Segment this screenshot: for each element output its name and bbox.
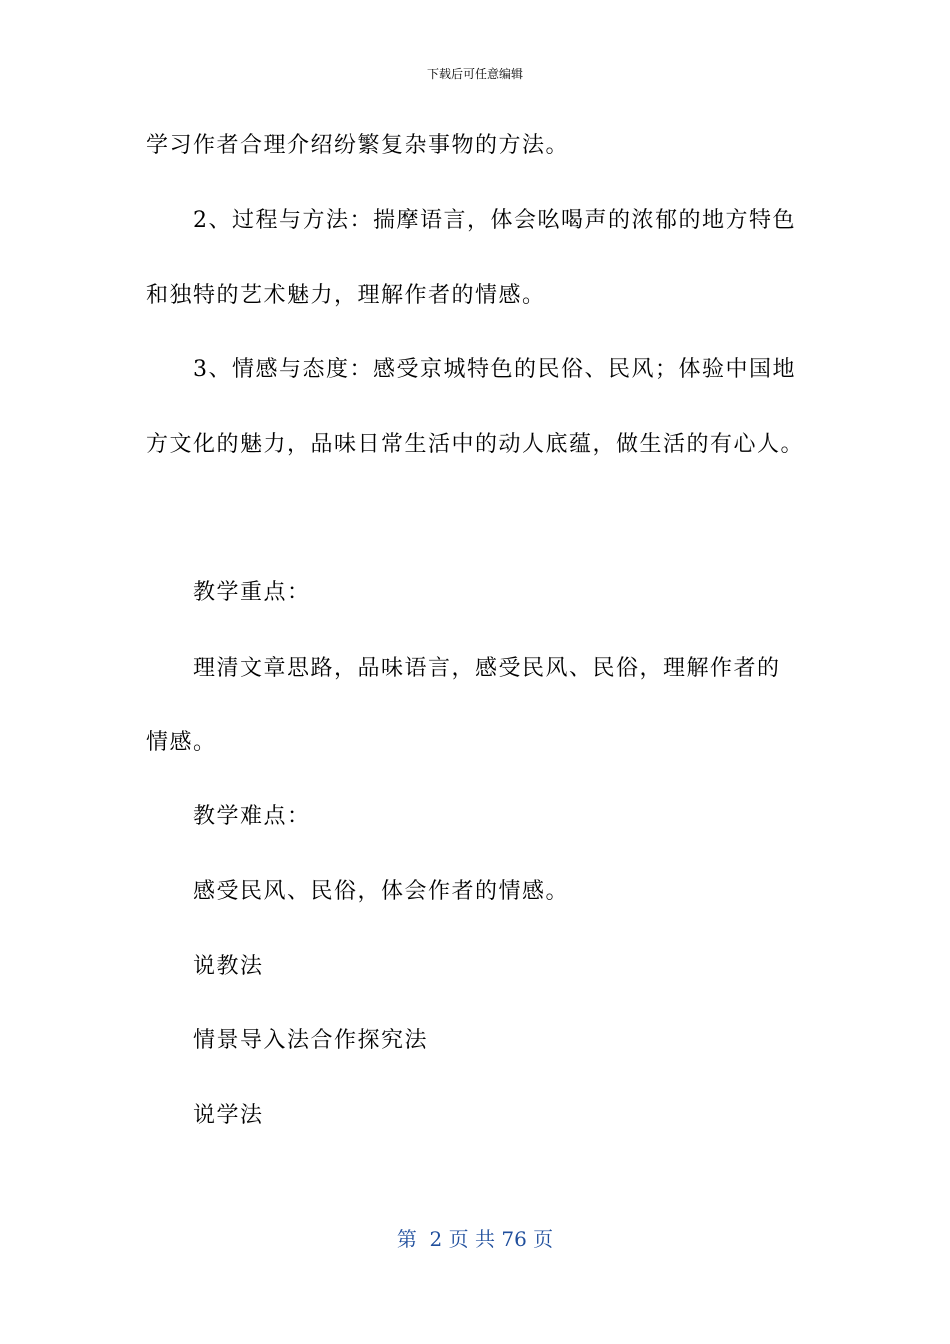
section-heading-learning-method: 说学法 — [193, 1103, 264, 1128]
section-heading-teaching-method: 说教法 — [193, 954, 264, 979]
page-header: 下载后可任意编辑 — [426, 67, 523, 81]
text-line-12: 情景导入法合作探究法 — [193, 1028, 429, 1053]
section-heading-difficult-points: 教学难点： — [193, 804, 311, 829]
section-heading-key-points: 教学重点： — [193, 580, 311, 605]
text-line-3: 和独特的艺术魅力，理解作者的情感。 — [146, 283, 546, 308]
text-line-10: 感受民风、民俗，体会作者的情感。 — [193, 879, 570, 904]
page-number-footer: 第 2 页 共 76 页 — [396, 1227, 554, 1251]
text-line-5: 方文化的魅力，品味日常生活中的动人底蕴，做生活的有心人。 — [146, 432, 805, 457]
text-line-8: 情感。 — [146, 730, 217, 755]
text-line-2: 2、过程与方法：揣摩语言，体会吆喝声的浓郁的地方特色 — [193, 208, 796, 233]
text-line-4: 3、情感与态度：感受京城特色的民俗、民风；体验中国地 — [193, 357, 796, 382]
text-line-7: 理清文章思路，品味语言，感受民风、民俗，理解作者的 — [193, 656, 781, 681]
text-line-1: 学习作者合理介绍纷繁复杂事物的方法。 — [146, 133, 570, 158]
